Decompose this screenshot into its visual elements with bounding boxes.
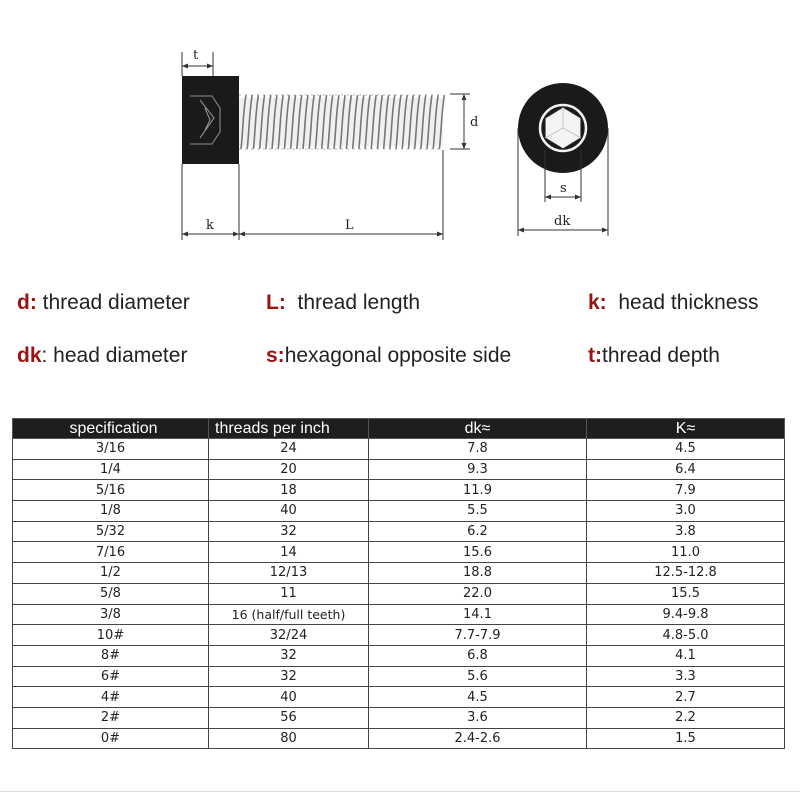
- cell-specification: 5/16: [13, 480, 209, 501]
- label-t: t: [193, 48, 199, 63]
- table-row: [13, 583, 785, 604]
- table-row: [13, 666, 785, 687]
- cell-threads-per-inch: 56: [209, 707, 369, 728]
- label-L: L: [345, 218, 354, 233]
- legend-key: s:: [266, 344, 285, 367]
- spec-table: [12, 418, 785, 749]
- cell-dk: 9.3: [369, 459, 587, 480]
- header-specification: specification: [13, 419, 209, 439]
- legend-desc: thread depth: [602, 344, 720, 367]
- cell-k: 15.5: [587, 583, 785, 604]
- cell-specification: 1/4: [13, 459, 209, 480]
- cell-k: 9.4-9.8: [587, 604, 785, 625]
- cell-dk: 3.6: [369, 707, 587, 728]
- screw-top-view: [518, 83, 608, 236]
- cell-k: 12.5-12.8: [587, 563, 785, 584]
- cell-specification: 8#: [13, 645, 209, 666]
- label-dk: dk: [554, 214, 571, 229]
- legend-item-d: [17, 291, 190, 315]
- legend-desc: hexagonal opposite side: [284, 344, 512, 367]
- cell-threads-per-inch: 18: [209, 480, 369, 501]
- cell-specification: 2#: [13, 707, 209, 728]
- legend-key: k:: [588, 291, 607, 314]
- cell-k: 4.5: [587, 439, 785, 460]
- legend-item-t: [588, 344, 720, 368]
- table-row: [13, 687, 785, 708]
- cell-specification: 5/32: [13, 521, 209, 542]
- header-threads-per-inch: threads per inch: [209, 419, 369, 439]
- legend-key: t:: [588, 344, 602, 367]
- cell-dk: 18.8: [369, 563, 587, 584]
- cell-specification: 1/8: [13, 501, 209, 522]
- legend-desc: : head diameter: [41, 344, 188, 367]
- label-k: k: [206, 218, 214, 233]
- label-d: d: [470, 115, 479, 130]
- divider: [0, 791, 800, 792]
- cell-k: 4.1: [587, 645, 785, 666]
- cell-threads-per-inch: 24: [209, 439, 369, 460]
- cell-dk: 5.5: [369, 501, 587, 522]
- legend-item-L: [266, 291, 420, 315]
- cell-threads-per-inch: 14: [209, 542, 369, 563]
- cell-dk: 14.1: [369, 604, 587, 625]
- table-row: [13, 501, 785, 522]
- cell-threads-per-inch: 32: [209, 645, 369, 666]
- table-row: [13, 459, 785, 480]
- cell-dk: 4.5: [369, 687, 587, 708]
- cell-dk: 11.9: [369, 480, 587, 501]
- legend-key: dk: [17, 344, 42, 367]
- legend-item-dk: [17, 344, 187, 368]
- cell-dk: 7.7-7.9: [369, 625, 587, 646]
- cell-k: 1.5: [587, 728, 785, 749]
- table-row: [13, 625, 785, 646]
- header-k: K≈: [587, 419, 785, 439]
- table-row: [13, 521, 785, 542]
- legend-key: L:: [266, 291, 286, 314]
- cell-threads-per-inch: 32: [209, 666, 369, 687]
- legend-desc: head thickness: [606, 291, 759, 314]
- cell-dk: 15.6: [369, 542, 587, 563]
- legend-item-k: [588, 291, 758, 315]
- cell-specification: 7/16: [13, 542, 209, 563]
- table-row: [13, 645, 785, 666]
- cell-threads-per-inch: 40: [209, 501, 369, 522]
- legend-row-2: [0, 344, 800, 374]
- table-row: [13, 728, 785, 749]
- cell-threads-per-inch: 20: [209, 459, 369, 480]
- cell-dk: 6.2: [369, 521, 587, 542]
- legend-key: d:: [17, 291, 37, 314]
- cell-threads-per-inch: 32/24: [209, 625, 369, 646]
- cell-k: 4.8-5.0: [587, 625, 785, 646]
- cell-k: 2.7: [587, 687, 785, 708]
- cell-dk: 6.8: [369, 645, 587, 666]
- cell-specification: 0#: [13, 728, 209, 749]
- screw-side-view: [182, 48, 478, 240]
- cell-k: 6.4: [587, 459, 785, 480]
- cell-specification: 3/16: [13, 439, 209, 460]
- table-row: [13, 707, 785, 728]
- header-dk: dk≈: [369, 419, 587, 439]
- cell-threads-per-inch: 11: [209, 583, 369, 604]
- cell-specification: 3/8: [13, 604, 209, 625]
- cell-k: 2.2: [587, 707, 785, 728]
- table-row: [13, 604, 785, 625]
- table-row: [13, 439, 785, 460]
- cell-specification: 5/8: [13, 583, 209, 604]
- cell-k: 7.9: [587, 480, 785, 501]
- screw-diagram: [0, 0, 800, 260]
- legend-row-1: [0, 291, 800, 321]
- legend-desc: thread diameter: [36, 291, 190, 314]
- cell-threads-per-inch: 12/13: [209, 563, 369, 584]
- cell-k: 11.0: [587, 542, 785, 563]
- table-body: [13, 439, 785, 749]
- cell-k: 3.3: [587, 666, 785, 687]
- cell-k: 3.8: [587, 521, 785, 542]
- cell-threads-per-inch: 80: [209, 728, 369, 749]
- cell-threads-per-inch: 32: [209, 521, 369, 542]
- cell-specification: 6#: [13, 666, 209, 687]
- label-s: s: [560, 181, 567, 196]
- cell-k: 3.0: [587, 501, 785, 522]
- cell-dk: 22.0: [369, 583, 587, 604]
- cell-specification: 4#: [13, 687, 209, 708]
- cell-threads-per-inch: 40: [209, 687, 369, 708]
- table-row: [13, 563, 785, 584]
- legend-item-s: [266, 344, 511, 368]
- table-row: [13, 542, 785, 563]
- cell-dk: 7.8: [369, 439, 587, 460]
- screw-threads: [239, 95, 444, 149]
- table-header-row: [13, 419, 785, 439]
- cell-dk: 2.4-2.6: [369, 728, 587, 749]
- cell-threads-per-inch: 16 (half/full teeth): [209, 604, 369, 625]
- table-row: [13, 480, 785, 501]
- legend-desc: thread length: [285, 291, 421, 314]
- cell-specification: 1/2: [13, 563, 209, 584]
- cell-dk: 5.6: [369, 666, 587, 687]
- cell-specification: 10#: [13, 625, 209, 646]
